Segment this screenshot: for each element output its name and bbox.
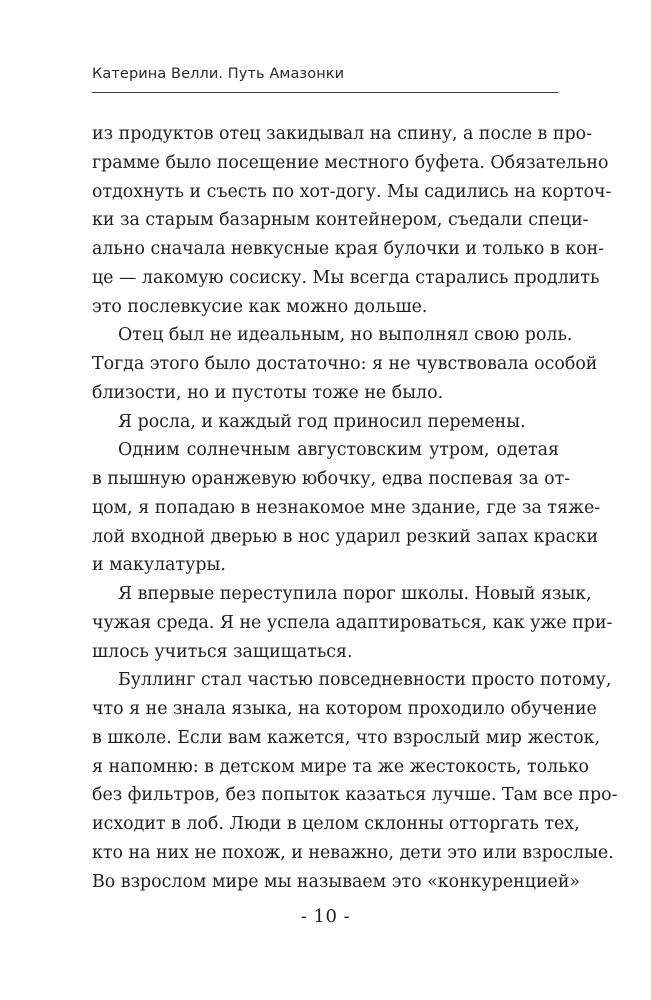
text-line: исходит в лоб. Люди в целом склонны отторгать тех,: [92, 814, 580, 834]
text-line: это послевкусие как можно дольше.: [92, 296, 428, 317]
page-number: - 10 -: [300, 906, 351, 927]
text-line: я напомню: в детском мире та же жестокость, только: [92, 756, 589, 777]
text-line: Буллинг стал частью повседневности просто потому,: [118, 670, 612, 691]
text-line: в пышную оранжевую юбочку, едва поспевая за от-: [92, 469, 571, 489]
text-line: Одним солнечным августовским утром, одетая: [118, 440, 559, 461]
text-line: кто на них не похож, и неважно, дети это или взрослые.: [92, 842, 614, 863]
text-line: в школе. Если вам кажется, что взрослый мир жесток,: [92, 727, 600, 748]
text-line: без фильтров, без попыток казаться лучше. Там все про-: [92, 785, 618, 806]
body-text: [92, 120, 618, 896]
text-line: шлось учиться защищаться.: [92, 641, 353, 662]
text-line: из продуктов отец закидывал на спину, а после в про-: [92, 124, 592, 144]
text-line: це — лакомую сосиску. Мы всегда старались продлить: [92, 267, 600, 288]
text-line: ки за старым базарным контейнером, съедали специ-: [92, 210, 589, 231]
text-line: отдохнуть и съесть по хот-догу. Мы садились на корточ-: [92, 181, 612, 202]
text-line: чужая среда. Я не успела адаптироваться, как уже при-: [92, 612, 613, 633]
header-rule: [92, 92, 558, 93]
text-line: Тогда этого было достаточно: я не чувствовала особой: [92, 354, 598, 374]
text-line: Отец был не идеальным, но выполнял свою роль.: [118, 325, 573, 346]
text-line: лой входной дверью в нос ударил резкий запах краски: [92, 526, 599, 547]
text-line: ально сначала невкусные края булочки и только в кон-: [92, 239, 605, 259]
text-line: что я не знала языка, на котором проходило обучение: [92, 699, 597, 719]
text-line: Я росла, и каждый год приносил перемены.: [118, 411, 526, 432]
text-line: близости, но и пустоты тоже не было.: [92, 382, 444, 403]
text-line: Я впервые переступила порог школы. Новый язык,: [118, 584, 592, 604]
text-line: Во взрослом мире мы называем это «конкуренцией»: [92, 871, 581, 892]
text-line: и макулатуры.: [92, 555, 226, 576]
running-head: Катерина Велли. Путь Амазонки: [92, 66, 345, 82]
text-line: цом, я попадаю в незнакомое мне здание, где за тяже-: [92, 497, 601, 518]
text-line: грамме было посещение местного буфета. Обязательно: [92, 152, 609, 173]
